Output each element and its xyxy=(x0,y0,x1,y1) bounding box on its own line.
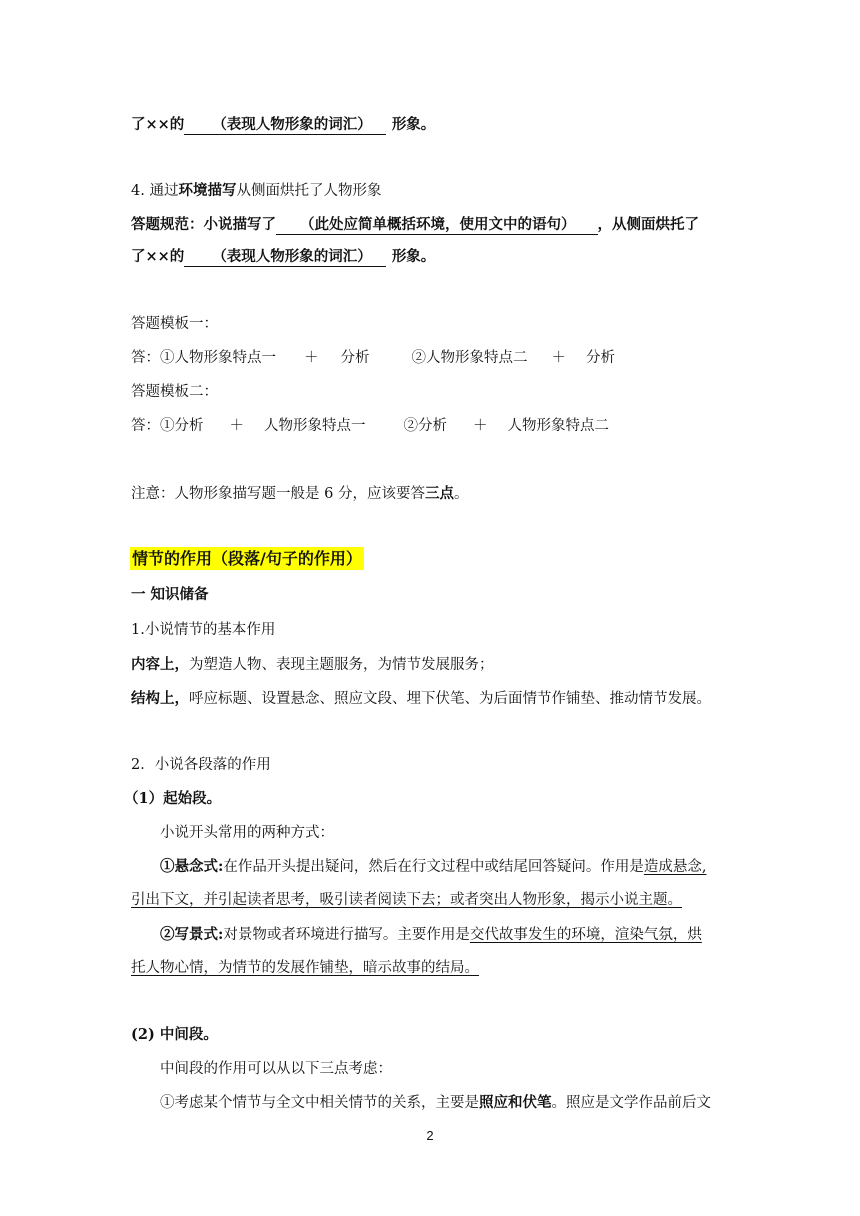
text: 为塑造人物、表现主题服务，为情节发展服务； xyxy=(189,657,494,673)
text: 了××的 xyxy=(131,248,185,265)
text: 通过 xyxy=(149,183,179,199)
text: 。 xyxy=(453,486,469,502)
plus: ＋ xyxy=(229,418,244,434)
suspense-line-cont: 引出下文，并引起读者思考，吸引读者阅读下去；或者突出人物形象，揭示小说主题。 xyxy=(131,892,682,908)
answer-line-1 xyxy=(131,115,435,135)
fill-blank: （表现人物形象的词汇） xyxy=(184,248,386,267)
highlighted-heading: 情节的作用（段落/句子的作用） xyxy=(132,549,362,568)
template-1-title: 答题模板一： xyxy=(131,316,218,332)
bold-text: 环境描写 xyxy=(178,182,237,199)
fill-blank: （此处应简单概括环境，使用文中的语句） xyxy=(276,216,598,235)
template-2-title: 答题模板二： xyxy=(131,384,218,400)
intro-line: 小说开头常用的两种方式： xyxy=(160,825,334,841)
text: 答：①分析 xyxy=(131,418,204,434)
text: ，从侧面烘托了 xyxy=(597,216,699,233)
point-1: 1.小说情节的基本作用 xyxy=(131,622,276,638)
text: 分析 xyxy=(586,350,615,366)
text: 人物形象特点一 xyxy=(264,418,366,434)
text: 在作品开头提出疑问，然后在行文过程中或结尾回答疑问。作用是 xyxy=(223,859,644,875)
text: ②分析 xyxy=(403,418,447,434)
section-title xyxy=(130,549,364,570)
content-line xyxy=(131,655,494,675)
point-4 xyxy=(131,181,381,201)
fill-blank: （表现人物形象的词汇） xyxy=(184,116,386,135)
note xyxy=(131,484,468,504)
text: 从侧面烘托了人物形象 xyxy=(236,183,382,199)
bold-text: 照应和伏笔 xyxy=(479,1094,552,1111)
scenery-line xyxy=(160,925,702,945)
text: 。照应是文学作品前后文 xyxy=(551,1095,711,1111)
bold-text: ①悬念式: xyxy=(160,858,224,875)
text: 答题规范：小说描写了 xyxy=(131,216,276,233)
text: 了××的 xyxy=(131,116,185,133)
number: 4. xyxy=(131,183,150,199)
scenery-line-cont: 托人物心情，为情节的发展作铺垫，暗示故事的结局。 xyxy=(131,960,479,976)
text: 对景物或者环境进行描写。主要作用是 xyxy=(223,927,470,943)
template-2-line xyxy=(131,416,609,436)
plus: ＋ xyxy=(304,350,319,366)
underlined-text: 造成悬念, xyxy=(643,859,707,875)
page-number: 2 xyxy=(426,1128,434,1143)
text: 人物形象特点二 xyxy=(507,418,609,434)
text: ①考虑某个情节与全文中相关情节的关系，主要是 xyxy=(160,1095,479,1111)
plus: ＋ xyxy=(473,418,488,434)
text: 注意：人物形象描写题一般是 6 分，应该要答 xyxy=(131,486,425,502)
text: 形象。 xyxy=(391,116,436,133)
structure-line xyxy=(131,689,711,709)
suspense-line xyxy=(160,857,706,877)
text: ②人物形象特点二 xyxy=(411,350,528,366)
template-1-line xyxy=(131,348,615,368)
bold-text: ②写景式: xyxy=(160,926,224,943)
text: 呼应标题、设置悬念、照应文段、埋下伏笔、为后面情节作铺垫、推动情节发展。 xyxy=(189,691,711,707)
part-1-heading: （1）起始段。 xyxy=(124,790,222,807)
bold-text: 三点 xyxy=(424,485,454,502)
text: 形象。 xyxy=(391,248,436,265)
text: 答：①人物形象特点一 xyxy=(131,350,276,366)
answer-line-2 xyxy=(131,247,435,267)
bold-text: 内容上， xyxy=(131,656,189,673)
part-2-heading: (2) 中间段。 xyxy=(131,1026,218,1043)
middle-intro: 中间段的作用可以从以下三点考虑： xyxy=(160,1061,392,1077)
subsection-heading: 一 知识储备 xyxy=(131,586,209,603)
underlined-text: 交代故事发生的环境，渲染气氛，烘 xyxy=(469,927,702,943)
plus: ＋ xyxy=(551,350,566,366)
text: 分析 xyxy=(340,350,370,366)
answer-norm xyxy=(131,215,699,235)
point-2: 2．小说各段落的作用 xyxy=(131,757,271,773)
bold-text: 结构上， xyxy=(131,690,189,707)
middle-point-1 xyxy=(160,1093,711,1113)
